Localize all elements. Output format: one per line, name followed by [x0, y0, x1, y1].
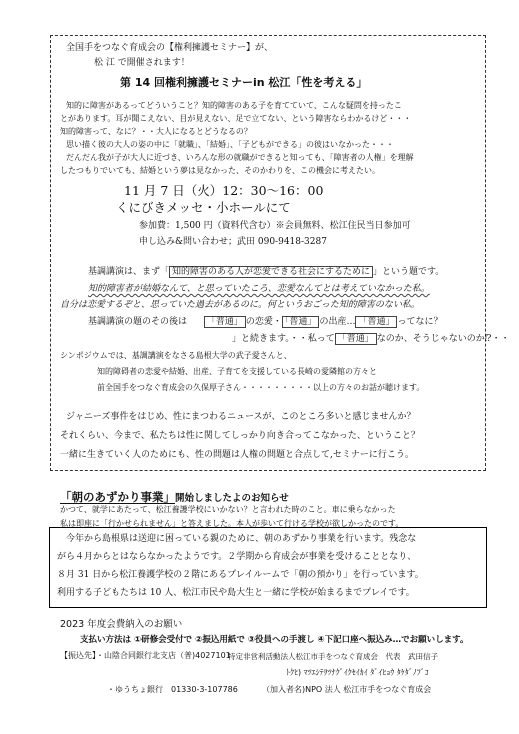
symposium-line-3: 前全国手をつなぐ育成会の久保厚子さん・・・・・・・・・以上の方々のお話が聴けます。: [97, 383, 425, 392]
keynote-l4-mid2: の出産…: [319, 317, 356, 327]
normal-box-2: 「普通」: [282, 316, 320, 328]
keynote-l5-post: なのか、そうじゃないのか⁉・・: [376, 334, 510, 344]
normal-box-3: 「普通」: [355, 316, 397, 328]
symposium-line-1: シンポジウムでは、基調講演をなさる島根大学の武子愛さんと、: [60, 351, 292, 360]
keynote-l4-pre: 基調講演の題のその後は: [88, 317, 188, 327]
asa-box-line-3: ８月 31 日から松江養護学校の２階にあるプレイルームで「朝の預かり」を行っています。: [57, 570, 424, 580]
asa-pre-line-2: 私は即座に「行かせられません」と答えました。本人が歩いて行ける学校が欲しかったのです。: [60, 519, 404, 528]
closing-line-1: ジャニーズ事件をはじめ、性にまつわるニュースが、このところ多いと感じませんか？: [66, 412, 416, 422]
keynote-line-3: 自分は恋愛するぞと、思っていた過去があるのに。何というおごった知的障害のない私。: [60, 300, 420, 310]
bank1-row: [60, 650, 231, 662]
symposium-line-2: 知的障碍者の恋愛や結婚、出産、子育てを支援している長崎の愛隣館の方々と: [97, 367, 377, 376]
keynote-l1-post: 」という題です。: [373, 267, 445, 277]
fees-heading: 2023 年度会費納入のお願い: [60, 619, 183, 630]
closing-line-3: 一緒に生きていく人のためにも、性の問題は人権の問題と合点して,セミナーに行こう。: [60, 450, 414, 460]
asa-box-line-4: 利用する子どもたちは 10 人、松江市民や島大生と一緒に学校が始まるまでプレイです。: [57, 588, 415, 598]
org-line: 全国手をつなぐ育成会の【権利擁護セミナー】が、: [66, 43, 274, 53]
asa-pre-line-1: かつて、就学にあたって、松江養護学校にいかない？と言われた時のこと。車に乗らなかった: [60, 505, 396, 514]
keynote-l4-post: ってなに？: [397, 317, 443, 327]
intro-line-2: とがあります。耳が聞こえない、目が見えない、足で立てない、という障害ならわかるけど・・・: [60, 114, 412, 123]
intro-line-1: 知的に障害があるってどういうこと？知的障害のある子を育てていて、こんな疑問を持ったこ: [66, 101, 402, 110]
asa-heading: [60, 486, 289, 505]
bank1-holder: 特定非営利活動法人松江市手をつなぐ育成会 代表 武田信子: [228, 652, 438, 661]
keynote-title-box: 知的障害のある人が恋愛できる社会にするために: [169, 266, 373, 278]
intro-line-6: したつもりでいても、結婚という夢は見なかった、そのかわりを、この機会に考えたい。: [60, 166, 380, 175]
bank1-label: 【振込先】: [60, 651, 96, 660]
normal-box-4: 「普通」: [335, 333, 377, 345]
event-date: 11 月 7 日（火）12：30～16：00: [124, 183, 324, 198]
bank1-kana: ﾄｸﾋ) ﾏﾂｴｼﾃｦﾂﾅｸﾞｲｸｾｲｶｲ ﾀﾞｲﾋｮｳ ﾀｹﾀﾞﾉﾌﾞｺ: [286, 668, 429, 677]
event-contact: 申し込み&問い合わせ；武田 090-9418-3287: [139, 237, 327, 247]
intro-line-3: 知的障害って、なに？・・大人になるとどうなるの？: [60, 127, 252, 136]
event-venue: くにびきメッセ・小ホールにて: [116, 200, 291, 215]
intro-line-4: 思い描く彼の大人の姿の中に「就職」、「結婚」、「子どもができる」の彼はいなかった・・・: [66, 140, 394, 149]
fees-methods: 支払い方法は ①研修会受付で ②振込用紙で ③役員への手渡し ④下記口座へ振込み…でお願いします。: [80, 635, 469, 645]
asa-heading-sub: 開始しましたよのお知らせ: [175, 493, 289, 504]
seminar-title: 第 14 回権利擁護セミナーin 松江「性を考える」: [120, 76, 368, 89]
keynote-line-1: [88, 266, 444, 279]
keynote-l4-mid: の恋愛・: [245, 317, 282, 327]
intro-line-5: だんだん我が子が大人に近づき、いろんな形の就職ができると知っても、「障害者の人権」を理解: [66, 153, 414, 162]
asa-heading-main: 「朝のあずかり事業」: [60, 490, 175, 504]
keynote-line-5: [232, 333, 510, 346]
bank2-account: ・ゆうちょ銀行 01330-3-107786: [107, 685, 238, 694]
host-line: 松 江 で開催されます！: [94, 58, 190, 68]
keynote-line-4: [88, 316, 442, 329]
asa-box-line-2: がら４月からとはならなかったようです。２学期から育成会が事業を受けることとなり、: [57, 552, 417, 562]
event-fee: 参加費：1,500 円（資料代含む）※会員無料、松江住民当日参加可: [139, 221, 411, 231]
bank1-account: ・山陰合同銀行北支店（普)4027101: [96, 651, 231, 660]
keynote-l1-pre: 基調講演は、まず「: [88, 267, 170, 277]
keynote-line-2: 知的障害者が結婚なんて、と思っていたころ、恋愛なんてとは考えていなかった私。: [88, 284, 430, 294]
keynote-l5-pre: 」と続きます。・・私って: [232, 334, 335, 344]
asa-box-line-1: 今年から島根県は送迎に困っている親のために、朝のあずかり事業を行います。残念な: [66, 534, 417, 544]
closing-line-2: それくらい、今まで、私たちは性に関してしっかり向き合ってこなかった、ということ？: [60, 431, 420, 441]
normal-box-1: 「普通」: [204, 316, 246, 328]
bank2-holder: （加入者名)NPO 法人 松江市手をつなぐ育成会: [262, 685, 432, 694]
